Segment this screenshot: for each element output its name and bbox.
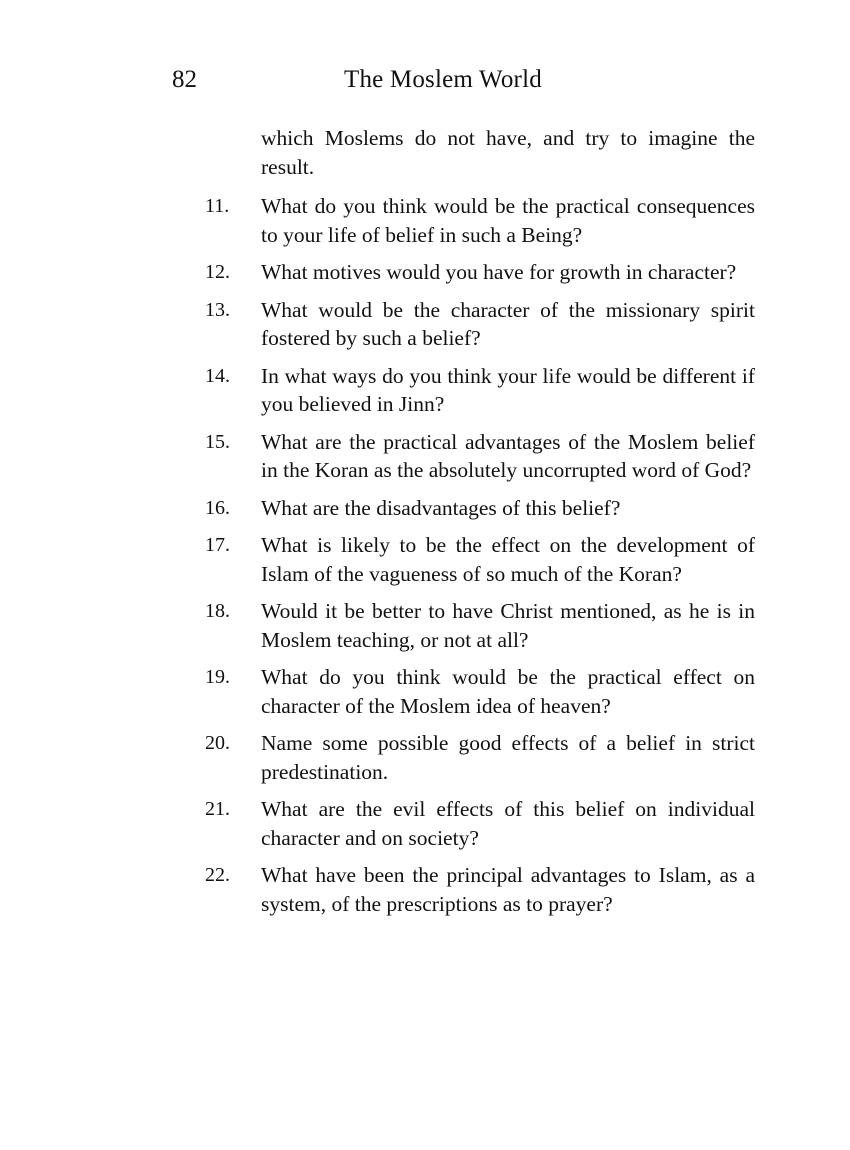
question-text: In what ways do you think your life would be different if you believed in Jinn? bbox=[261, 363, 755, 416]
question-text: What motives would you have for growth in character? bbox=[261, 260, 737, 284]
running-title: The Moslem World bbox=[344, 66, 542, 93]
question-number: 15. bbox=[205, 430, 230, 453]
question-text: Name some possible good effects of a belief in strict predestination. bbox=[261, 731, 755, 784]
question-item bbox=[205, 729, 755, 786]
page-body bbox=[205, 124, 755, 927]
question-text: Would it be better to have Christ mentioned, as he is in Moslem teaching, or not at all? bbox=[261, 599, 755, 652]
question-item bbox=[205, 663, 755, 720]
question-item bbox=[205, 531, 755, 588]
question-text: What do you think would be the practical consequences to your life of belief in such a Being? bbox=[261, 194, 755, 247]
page-number: 82 bbox=[172, 66, 197, 93]
question-number: 21. bbox=[205, 798, 230, 820]
question-item bbox=[205, 362, 755, 419]
question-text: What have been the principal advantages to Islam, as a system, of the prescriptions as to prayer? bbox=[261, 863, 755, 916]
question-number: 14. bbox=[205, 364, 230, 387]
question-text: What is likely to be the effect on the development of Islam of the vagueness of so much of the Koran? bbox=[261, 533, 755, 586]
question-number: 18. bbox=[205, 600, 230, 622]
question-number: 17. bbox=[205, 534, 230, 556]
question-number: 11. bbox=[205, 195, 230, 217]
question-item bbox=[205, 296, 755, 353]
continued-paragraph: which Moslems do not have, and try to imagine the result. bbox=[261, 126, 755, 179]
question-number: 20. bbox=[205, 732, 230, 754]
question-number: 13. bbox=[205, 298, 230, 321]
question-text: What do you think would be the practical effect on character of the Moslem idea of heaven? bbox=[261, 665, 755, 718]
question-text: What would be the character of the missionary spirit fostered by such a belief? bbox=[261, 297, 755, 350]
question-item bbox=[205, 597, 755, 654]
question-text: What are the practical advantages of the Moslem belief in the Koran as the absolutely uncorrupted word of God? bbox=[261, 429, 755, 482]
question-text: What are the disadvantages of this belief? bbox=[261, 495, 621, 520]
question-item bbox=[205, 428, 755, 485]
question-number: 22. bbox=[205, 864, 230, 886]
question-text: What are the evil effects of this belief on individual character and on society? bbox=[261, 797, 755, 850]
question-number: 12. bbox=[205, 261, 230, 283]
question-item bbox=[205, 795, 755, 852]
question-item bbox=[205, 861, 755, 918]
question-item bbox=[205, 494, 755, 523]
question-item bbox=[205, 192, 755, 249]
question-number: 19. bbox=[205, 666, 230, 688]
question-number: 16. bbox=[205, 496, 230, 519]
question-item bbox=[205, 258, 755, 287]
